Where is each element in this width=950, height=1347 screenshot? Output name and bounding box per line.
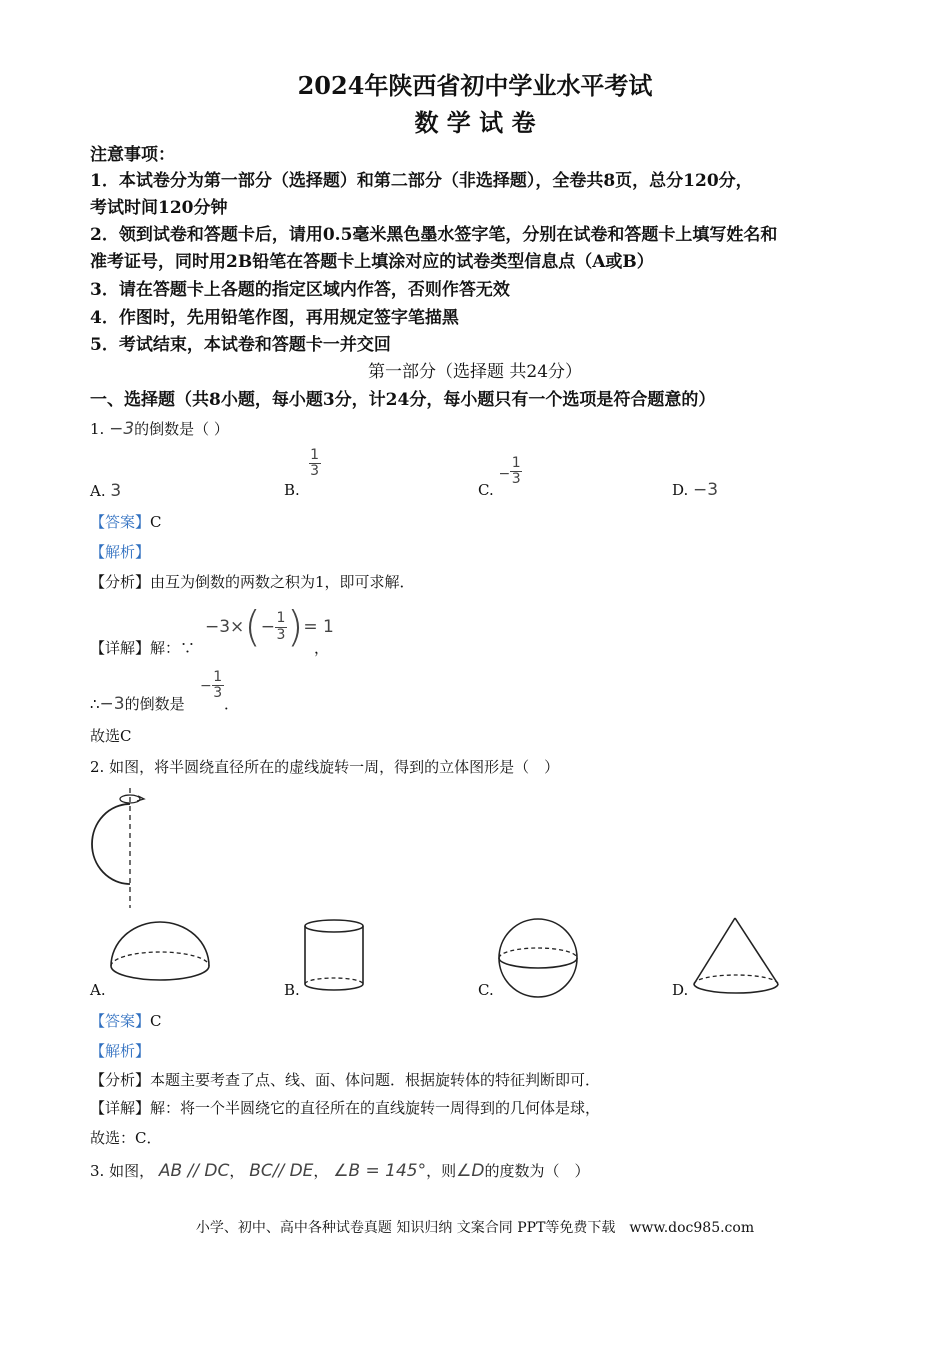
right-paren: ): [286, 602, 304, 651]
fraction: [510, 456, 522, 488]
option-c: C.: [478, 981, 494, 999]
section-heading: 一、选择题（共8小题，每小题3分，计24分，每小题只有一个选项是符合题意的）: [90, 390, 716, 410]
option-b: B.: [284, 981, 300, 999]
option-label: A.: [90, 482, 106, 500]
answer-value: C: [150, 1012, 162, 1030]
minus-sign: −: [498, 466, 511, 482]
fenxi-tag: 【分析】: [90, 1071, 151, 1089]
fraction: [275, 611, 287, 643]
condition-1: AB // DC: [158, 1161, 230, 1181]
fenxi-tag: 【分析】: [90, 573, 151, 591]
notice-item: 1．本试卷分为第一部分（选择题）和第二部分（非选择题），全卷共8页，总分120分，: [90, 171, 753, 191]
option-label: B.: [284, 481, 300, 499]
part-heading: 第一部分（选择题 共24分）: [367, 362, 583, 382]
question-text: 的倒数是（ ）: [134, 420, 229, 438]
question-text: ，则: [426, 1162, 457, 1180]
sphere-shape: [496, 918, 580, 998]
numerator: 1: [511, 455, 521, 471]
notice-item: 考试时间120分钟: [90, 198, 228, 218]
notice-item: 准考证号，同时用2B铅笔在答题卡上填涂对应的试卷类型信息点（A或B）: [90, 252, 654, 272]
hemisphere-shape: [108, 920, 212, 990]
fenxi-text: 由互为倒数的两数之积为1，即可求解．: [150, 573, 415, 591]
condition-2: BC// DE: [249, 1161, 314, 1181]
question-suffix: 的度数为（ ）: [484, 1162, 590, 1180]
left-paren: (: [244, 602, 261, 651]
separator: ，: [229, 1162, 245, 1180]
period: ．: [224, 695, 240, 713]
option-a: [90, 481, 121, 501]
semicircle-figure: [80, 780, 170, 910]
answer-tag: 【答案】: [90, 513, 151, 531]
question-3: [90, 1160, 590, 1181]
analysis-line: [90, 571, 415, 592]
option-d: [672, 478, 718, 500]
detail-line: [90, 637, 195, 658]
answer-tag: 【答案】: [90, 1012, 151, 1030]
minus-sign: −: [260, 617, 275, 637]
angle-d: ∠D: [456, 1161, 485, 1181]
analysis-tag: 【解析】: [90, 1042, 151, 1060]
math-expression: −3: [99, 694, 125, 714]
therefore-fraction: [200, 670, 224, 702]
condition-3: ∠B = 145°: [333, 1161, 427, 1181]
option-c: [478, 456, 522, 499]
option-label: D.: [672, 481, 689, 499]
fraction: [309, 448, 321, 480]
answer-line: [90, 511, 162, 532]
option-value: −3: [693, 480, 719, 500]
footer-text: 小学、初中、高中各种试卷真题 知识归纳 文案合同 PPT等免费下载 www.doc985.com: [195, 1220, 755, 1236]
option-value: 3: [110, 481, 122, 501]
notice-item: 5．考试结束，本试卷和答题卡一并交回: [90, 335, 391, 355]
question-prefix: 3. 如图，: [90, 1162, 155, 1180]
fraction: [212, 670, 224, 702]
option-d: D.: [672, 981, 689, 999]
therefore-symbol: ∴: [90, 695, 100, 713]
notice-item: 3．请在答题卡上各题的指定区域内作答，否则作答无效: [90, 280, 510, 300]
page-subtitle: 数 学 试 卷: [414, 108, 536, 137]
option-label: C.: [478, 481, 494, 499]
detail-prefix: 解：∵: [150, 639, 196, 657]
denominator: 3: [310, 463, 320, 480]
denominator: 3: [511, 471, 521, 488]
denominator: 3: [276, 626, 286, 643]
notice-heading: 注意事项：: [90, 145, 175, 165]
expr-part: −3×: [205, 617, 245, 637]
option-a: A.: [90, 981, 106, 999]
analysis-tag: 【解析】: [90, 543, 151, 561]
answer-value: C: [150, 513, 162, 531]
math-expression: −3: [109, 419, 135, 439]
option-b: [284, 448, 321, 499]
numerator: 1: [276, 610, 286, 627]
fenxi-text: 本题主要考查了点、线、面、体问题．根据旋转体的特征判断即可．: [150, 1071, 601, 1089]
answer-line: [90, 1010, 162, 1031]
denominator: 3: [213, 685, 223, 702]
detail-line: [90, 1097, 600, 1118]
question-2: 2. 如图，将半圆绕直径所在的虚线旋转一周，得到的立体图形是（ ）: [90, 758, 560, 776]
notice-item: 2．领到试卷和答题卡后，请用0.5毫米黑色墨水签字笔，分别在试卷和答题卡上填写姓名和: [90, 225, 778, 245]
therefore-line: [90, 693, 185, 714]
numerator: 1: [310, 447, 320, 463]
conclusion: 故选C: [90, 727, 132, 745]
detail-tag: 【详解】: [90, 639, 151, 657]
expr-part: = 1: [303, 617, 334, 637]
conclusion: 故选：C．: [90, 1129, 162, 1147]
analysis-line: [90, 1069, 600, 1090]
separator: ，: [313, 1162, 329, 1180]
therefore-text: 的倒数是: [124, 695, 185, 713]
question-1: [90, 418, 229, 439]
notice-item: 4．作图时，先用铅笔作图，再用规定签字笔描黑: [90, 308, 459, 328]
page-title: 2024年陕西省初中学业水平考试: [297, 71, 653, 100]
detail-tag: 【详解】: [90, 1099, 151, 1117]
cone-shape: [692, 916, 780, 996]
question-number: 1.: [90, 420, 105, 438]
comma: ，: [314, 639, 330, 657]
cylinder-shape: [302, 918, 366, 994]
detail-text: 解：将一个半圆绕它的直径所在的直线旋转一周得到的几何体是球，: [150, 1099, 601, 1117]
numerator: 1: [213, 669, 223, 685]
minus-sign: −: [200, 677, 212, 694]
